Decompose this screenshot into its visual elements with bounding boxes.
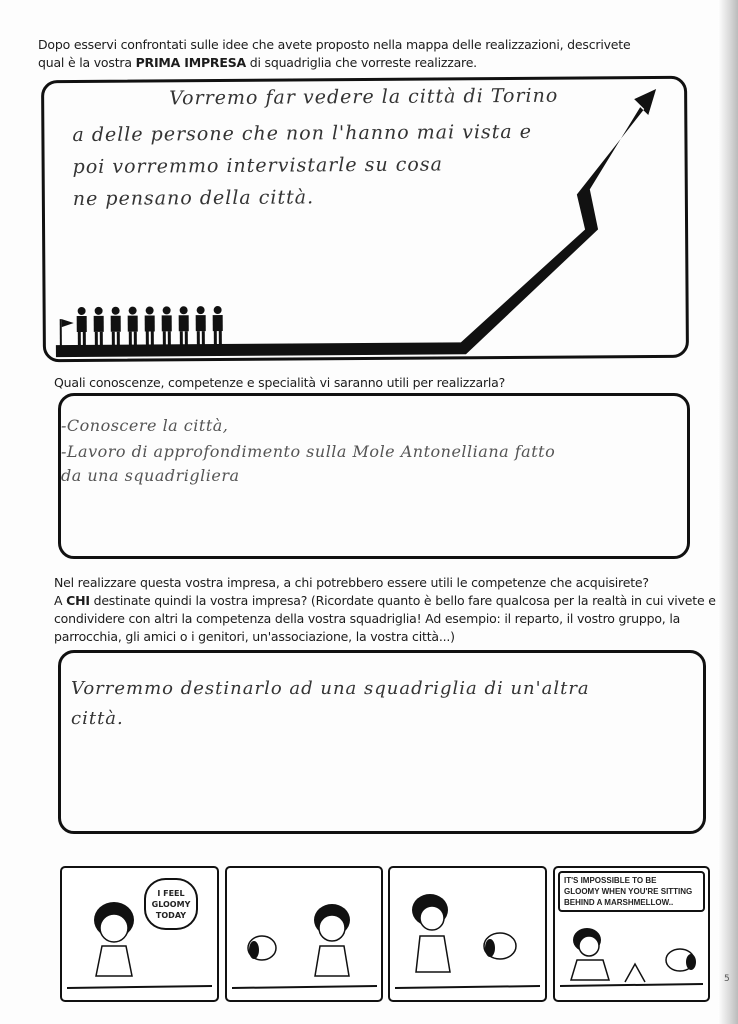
- comic-panel-3: [388, 866, 547, 1002]
- prompt-line: condividere con altri la competenza della vostra squadriglia! Ad esempio: il reparto, il vostro gruppo, la: [54, 611, 681, 626]
- speech-balloon: I FEEL GLOOMY TODAY: [144, 878, 198, 930]
- answer-box-impresa[interactable]: [41, 76, 689, 363]
- answer-box-skills[interactable]: [58, 393, 690, 559]
- prompt-line: parrocchia, gli amici o i genitori, un'associazione, la vostra città...): [54, 629, 455, 644]
- prompt-skills: Quali conoscenze, competenze e specialità vi saranno utili per realizzarla?: [54, 375, 506, 390]
- prompt-line: Dopo esservi confrontati sulle idee che avete proposto nella mappa delle realizzazioni, descrivete: [38, 37, 631, 52]
- prompt-line: Nel realizzare questa vostra impresa, a chi potrebbero essere utili le competenze che acquisirete?: [54, 575, 649, 590]
- answer-box-recipients[interactable]: [58, 650, 706, 834]
- answer-line: città.: [71, 708, 124, 729]
- prompt-line: qual è la vostra PRIMA IMPRESA di squadriglia che vorreste realizzare.: [38, 55, 477, 70]
- answer-line: -Lavoro di approfondimento sulla Mole Antonelliana fatto: [61, 442, 556, 461]
- prompt-first-impresa: [38, 36, 630, 72]
- answer-line: poi vorremmo intervistarle su cosa: [72, 153, 443, 179]
- lucy-and-snoopy-icon: [227, 868, 381, 1000]
- scout-figures-icon: [60, 306, 223, 349]
- prompt-line: A CHI destinate quindi la vostra impresa? (Ricordate quanto è bello fare qualcosa per la realtà in cui vivete e: [54, 593, 716, 608]
- lucy-and-snoopy-icon: [390, 868, 545, 1000]
- answer-line: Vorremmo destinarlo ad una squadriglia di un'altra: [71, 678, 590, 699]
- answer-line: Vorremo far vedere la città di Torino: [169, 84, 559, 110]
- comic-panel-2: [225, 866, 383, 1002]
- answer-line: ne pensano della città.: [72, 186, 315, 211]
- caption-box: IT'S IMPOSSIBLE TO BE GLOOMY WHEN YOU'RE SITTING BEHIND A MARSHMELLOW..: [558, 871, 705, 912]
- answer-line: -Conoscere la città,: [61, 416, 229, 435]
- answer-line: a delle persone che non l'hanno mai vista e: [72, 120, 533, 147]
- comic-panel-4: [553, 866, 710, 1002]
- page-number: 5: [724, 974, 730, 984]
- comic-panel-1: [60, 866, 219, 1002]
- prompt-recipients: [54, 574, 716, 646]
- page-edge-shadow: [718, 0, 738, 1024]
- answer-line: da una squadrigliera: [61, 466, 240, 485]
